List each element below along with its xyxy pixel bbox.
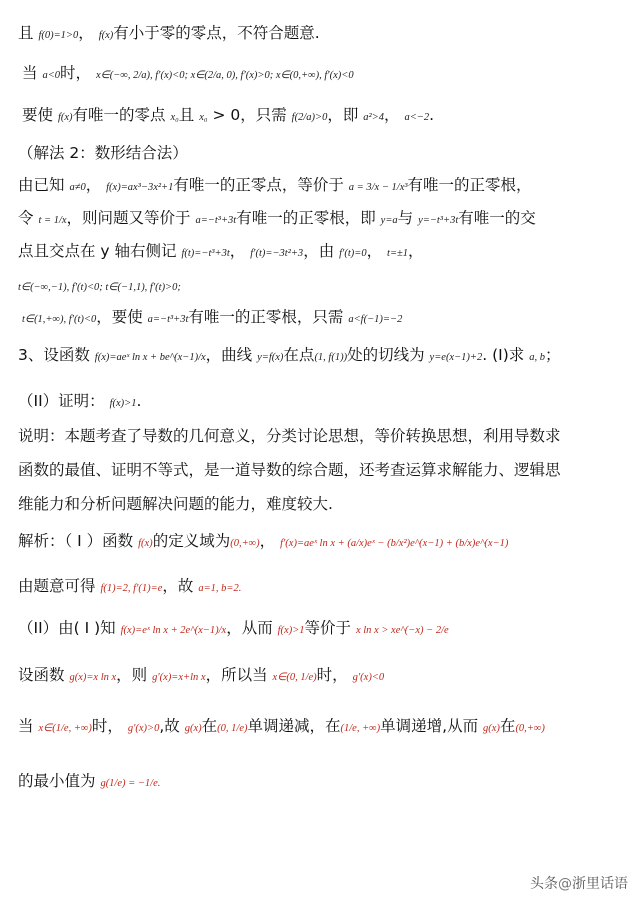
math-expression: a≠0 xyxy=(69,182,86,193)
math-expression: f(2/a)>0 xyxy=(291,112,328,123)
text-segment: ，从而 xyxy=(226,619,278,637)
math-expression: f(x)=eˣ ln x + 2e^(x−1)/x xyxy=(120,625,227,636)
text-segment: 且 xyxy=(178,106,200,124)
math-expression: a, b xyxy=(529,352,545,363)
text-segment: 维能力和分析问题解决问题的能力，难度较大. xyxy=(18,495,333,513)
math-expression: x₀ xyxy=(199,112,208,123)
math-expression: f(x) xyxy=(138,538,153,549)
math-expression: g′(x)=x+ln x xyxy=(152,672,206,683)
text-line xyxy=(22,62,354,87)
text-segment: 要使 xyxy=(22,106,58,124)
math-expression: g(1/e) = −1/e. xyxy=(100,778,161,789)
math-expression: x∈(1/e, +∞) xyxy=(38,723,92,734)
math-expression: f(x)=ax³−3x²+1 xyxy=(106,182,174,193)
text-line xyxy=(22,104,434,129)
math-expression: x₀ xyxy=(170,112,179,123)
text-line xyxy=(18,344,560,369)
watermark-name: 浙里话语 xyxy=(572,876,628,892)
math-expression: f(x)=aeˣ ln x + be^(x−1)/x xyxy=(94,352,206,363)
text-line xyxy=(18,715,545,740)
text-segment: 且 xyxy=(18,24,39,42)
math-expression: f′(x)=aeˣ ln x + (a/x)eˣ − (b/x²)e^(x−1) + (b/x)e^(x−1) xyxy=(280,538,509,549)
math-expression: g′(x)>0 xyxy=(127,723,160,734)
math-expression: f(x)>1 xyxy=(109,398,137,409)
text-segment: 解析：（ I ）函数 xyxy=(18,532,139,550)
text-segment: ,故 xyxy=(159,717,185,735)
math-expression: y=e(x−1)+2 xyxy=(429,352,483,363)
text-segment: 有唯一的正零根，即 xyxy=(236,209,381,227)
text-segment: 时， xyxy=(316,666,353,684)
text-line xyxy=(18,390,141,415)
math-expression: (0,+∞) xyxy=(230,538,260,549)
text-line xyxy=(18,240,424,265)
text-segment: 有唯一的交 xyxy=(458,209,536,227)
math-expression: g(x) xyxy=(483,723,500,734)
math-expression: (0, 1/e) xyxy=(217,723,248,734)
text-line xyxy=(18,530,508,555)
text-segment: 的定义域为 xyxy=(152,532,231,550)
text-segment: 有小于零的零点，不符合题意. xyxy=(113,24,320,42)
math-expression: f(1)=2, f′(1)=e xyxy=(100,583,163,594)
text-segment: 的最小值为 xyxy=(18,772,101,790)
math-expression: a = 3/x − 1/x³ xyxy=(348,182,408,193)
text-segment: ，则问题又等价于 xyxy=(66,209,196,227)
text-segment: ， xyxy=(85,176,107,194)
text-segment: ， xyxy=(229,242,251,260)
math-expression: g(x) xyxy=(184,723,202,734)
math-expression: x∈(0, 1/e) xyxy=(272,672,317,683)
text-segment: 有唯一的正零点，等价于 xyxy=(173,176,349,194)
math-expression: a=1, b=2. xyxy=(198,583,242,594)
math-expression: a=−t³+3t xyxy=(195,215,237,226)
math-expression: a=−t³+3t xyxy=(147,314,189,325)
watermark-prefix: 头条 xyxy=(530,876,558,892)
text-segment: （解法 2：数形结合法） xyxy=(18,144,188,162)
text-segment: 3、设函数 xyxy=(18,346,95,364)
text-segment: 在 xyxy=(201,717,218,735)
watermark xyxy=(530,873,628,893)
text-line xyxy=(18,459,561,481)
text-segment: ， xyxy=(78,24,99,42)
math-expression: t = 1/x xyxy=(38,215,67,226)
text-segment: 在 xyxy=(499,717,516,735)
math-expression: t=±1 xyxy=(387,248,409,259)
text-segment: 有唯一的正零根， xyxy=(407,176,532,194)
text-segment: ，所以当 xyxy=(205,666,273,684)
math-expression: a<0 xyxy=(42,70,61,81)
text-segment: . (I)求 xyxy=(482,346,530,364)
watermark-at: @ xyxy=(558,876,572,892)
math-expression: a<−2 xyxy=(404,112,430,123)
text-segment: ，则 xyxy=(116,666,153,684)
text-segment: 设函数 xyxy=(18,666,70,684)
text-segment: 当 xyxy=(22,64,43,82)
math-expression: t∈(−∞,−1), f′(t)<0; t∈(−1,1), f′(t)>0; xyxy=(18,282,181,293)
math-expression: f(0)=1>0 xyxy=(38,30,79,41)
text-segment: 有唯一的零点 xyxy=(72,106,171,124)
text-segment: 由题意可得 xyxy=(18,577,101,595)
math-expression: y=−t³+3t xyxy=(418,215,459,226)
text-segment: ， xyxy=(408,242,424,260)
text-segment: （II）证明： xyxy=(18,392,110,410)
math-expression: (1, f(1)) xyxy=(314,352,348,363)
text-segment: ； xyxy=(544,346,561,364)
text-line xyxy=(18,274,181,299)
text-segment: > 0，只需 xyxy=(207,106,292,124)
math-expression: f(x)>1 xyxy=(277,625,305,636)
text-segment: 有唯一的正零根，只需 xyxy=(188,308,349,326)
text-line xyxy=(18,575,241,600)
math-expression: f(t)=−t³+3t xyxy=(181,248,230,259)
text-line xyxy=(18,22,320,47)
math-expression: x∈(−∞, 2/a), f′(x)<0; x∈(2/a, 0), f′(x)>0; x∈(0,+∞), f′(x)<0 xyxy=(95,70,354,81)
text-segment: 与 xyxy=(397,209,419,227)
math-expression: g′(x)<0 xyxy=(352,672,385,683)
text-segment: 时， xyxy=(60,64,96,82)
math-expression: g(x)=x ln x xyxy=(69,672,117,683)
text-segment: ，故 xyxy=(162,577,199,595)
text-segment: . xyxy=(136,392,142,410)
text-segment: 当 xyxy=(18,717,39,735)
text-line xyxy=(18,174,532,199)
text-segment: 时， xyxy=(91,717,128,735)
text-line xyxy=(18,142,188,164)
math-expression: (0,+∞) xyxy=(515,723,545,734)
text-segment: . xyxy=(429,106,435,124)
text-line xyxy=(18,493,333,515)
text-segment: 单调递增,从而 xyxy=(380,717,484,735)
text-line xyxy=(18,770,160,795)
text-segment: ， xyxy=(366,242,388,260)
text-segment: ，即 xyxy=(327,106,364,124)
math-expression: a²>4 xyxy=(363,112,384,123)
math-expression: y=f(x) xyxy=(257,352,284,363)
text-segment: ，要使 xyxy=(96,308,148,326)
text-segment: 说明：本题考查了导数的几何意义，分类讨论思想，等价转换思想，利用导数求 xyxy=(18,427,561,445)
math-expression: f(x) xyxy=(57,112,73,123)
text-segment: ，由 xyxy=(303,242,340,260)
text-segment: ， xyxy=(384,106,405,124)
math-expression: a<f(−1)=−2 xyxy=(348,314,403,325)
text-line xyxy=(18,425,561,447)
text-line xyxy=(18,207,536,232)
math-expression: f′(t)=0 xyxy=(339,248,367,259)
text-line xyxy=(18,664,384,689)
text-line xyxy=(18,617,449,642)
text-segment: 函数的最值、证明不等式，是一道导数的综合题，还考查运算求解能力、逻辑思 xyxy=(18,461,561,479)
text-segment: 等价于 xyxy=(304,619,356,637)
math-expression: x ln x > xe^(−x) − 2/e xyxy=(355,625,449,636)
text-segment: 处的切线为 xyxy=(347,346,430,364)
text-segment: 点且交点在 y 轴右侧记 xyxy=(18,242,182,260)
math-expression: f(x) xyxy=(98,30,114,41)
text-segment: （II）由( I )知 xyxy=(18,619,121,637)
text-segment: 由已知 xyxy=(18,176,70,194)
text-segment: ，曲线 xyxy=(205,346,258,364)
math-expression: (1/e, +∞) xyxy=(340,723,381,734)
text-segment: 在点 xyxy=(283,346,315,364)
math-expression: y=a xyxy=(380,215,398,226)
text-segment: ， xyxy=(259,532,281,550)
math-expression: t∈(1,+∞), f′(t)<0 xyxy=(22,314,97,325)
text-line xyxy=(22,306,402,331)
text-segment: 令 xyxy=(18,209,39,227)
math-expression: f′(t)=−3t²+3 xyxy=(250,248,304,259)
text-segment: 单调递减，在 xyxy=(247,717,341,735)
